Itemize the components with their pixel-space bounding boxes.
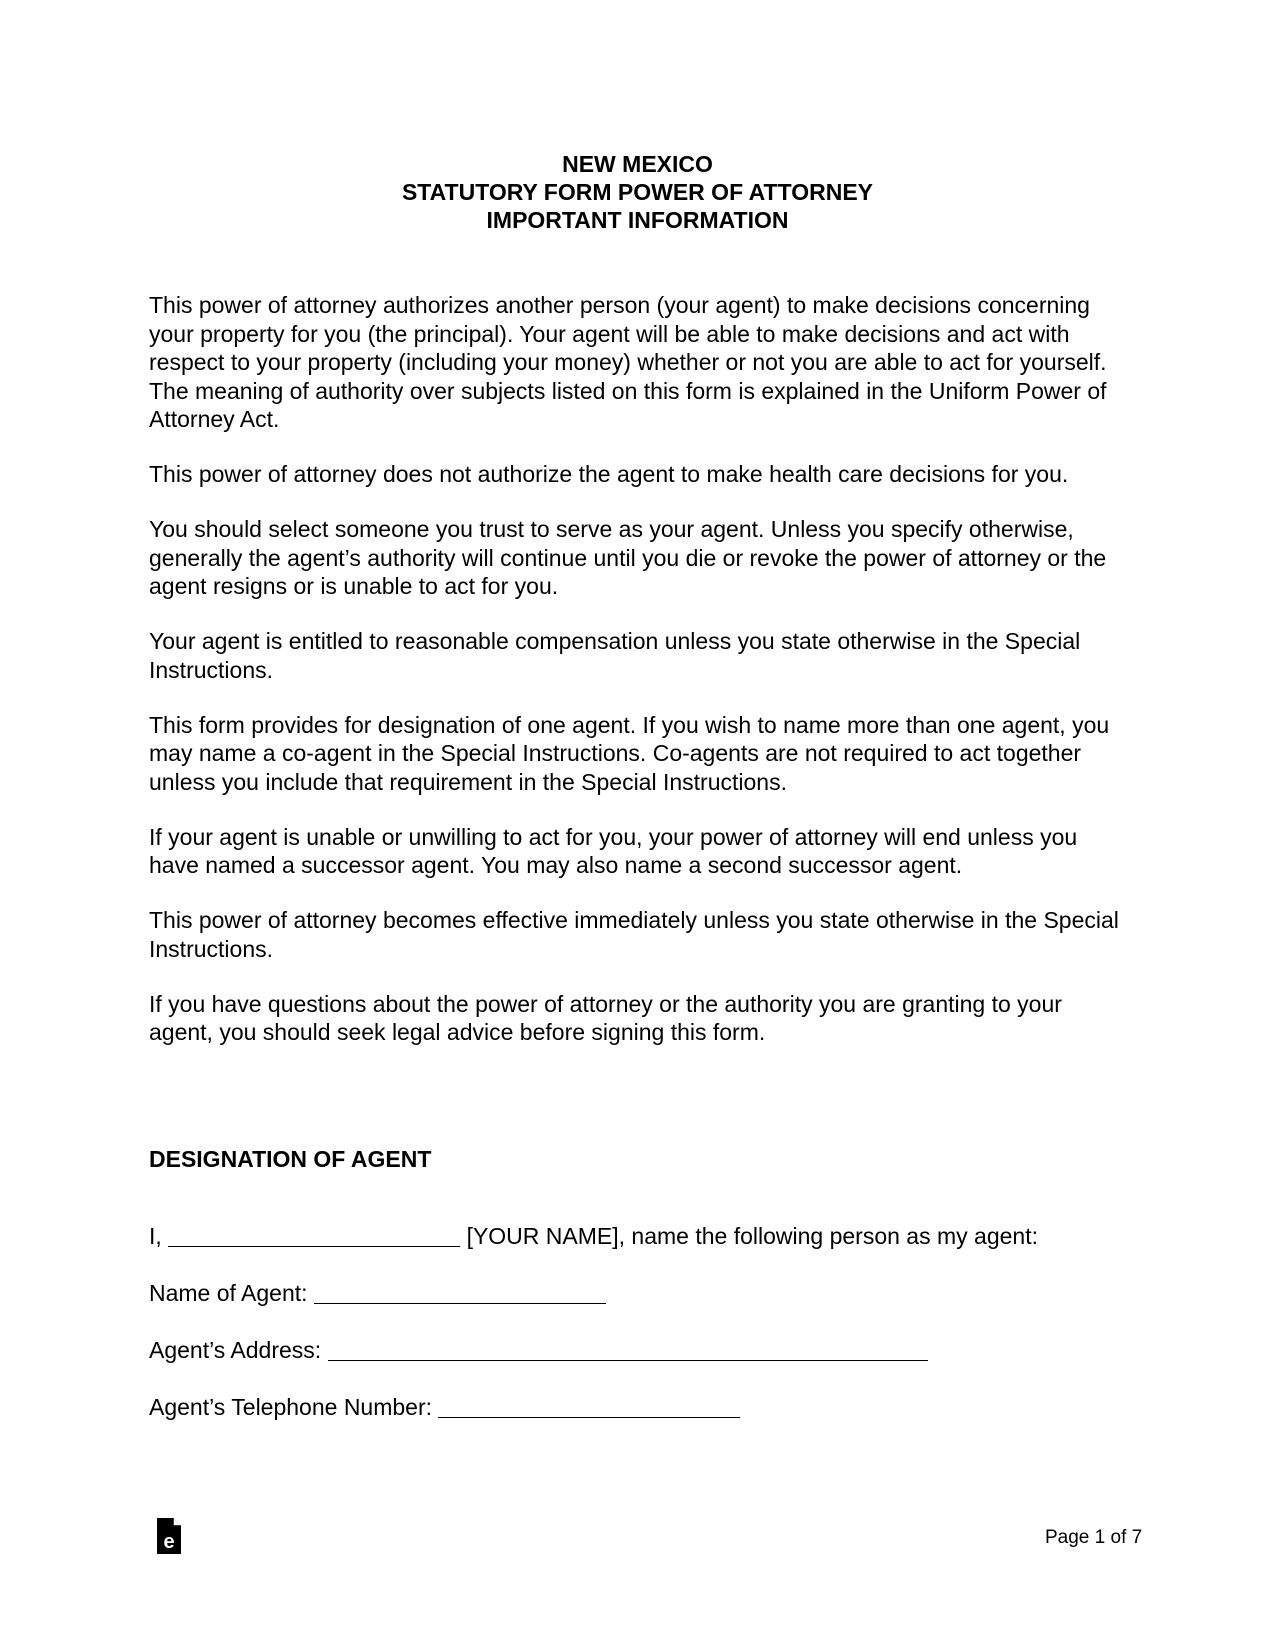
principal-prefix: I, xyxy=(149,1223,162,1249)
title-section: IMPORTANT INFORMATION xyxy=(486,207,789,233)
document-e-logo-icon xyxy=(155,1516,183,1561)
agent-phone-field[interactable] xyxy=(438,1395,740,1418)
agent-address-label: Agent’s Address: xyxy=(149,1337,322,1363)
info-paragraph: You should select someone you trust to serve as your agent. Unless you specify otherwise, generally the agent’s authority will continue until you die or revoke the power of attorney or the agent resigns or is unable to act for you. xyxy=(149,516,1107,599)
principal-name-field[interactable] xyxy=(168,1224,460,1247)
info-paragraph: If your agent is unable or unwilling to act for you, your power of attorney will end unless you have named a successor agent. You may also name a second successor agent. xyxy=(149,823,1078,878)
agent-phone-label: Agent’s Telephone Number: xyxy=(149,1394,433,1420)
principal-name-row xyxy=(149,1222,1038,1250)
info-paragraph: This power of attorney authorizes another person (your agent) to make decisions concerning your property for you (the principal). Your agent will be able to make decisions and act with respect to your property (including your money) whether or not you are able to act for yourself. The meaning of authority over subjects listed on this form is explained in the Uniform Power of Attorney Act. xyxy=(149,292,1107,432)
info-paragraph: If you have questions about the power of attorney or the authority you are granting to your agent, you should seek legal advice before signing this form. xyxy=(149,990,1062,1045)
agent-address-field[interactable] xyxy=(328,1338,928,1361)
info-paragraph: This power of attorney does not authorize the agent to make health care decisions for you. xyxy=(149,461,1069,487)
title-state: NEW MEXICO xyxy=(562,151,713,177)
info-paragraph: Your agent is entitled to reasonable compensation unless you state otherwise in the Special Instructions. xyxy=(149,628,1081,683)
title-form-name: STATUTORY FORM POWER OF ATTORNEY xyxy=(401,179,874,205)
document-title xyxy=(0,150,1275,234)
information-section xyxy=(149,291,1129,1073)
agent-name-row xyxy=(149,1279,606,1307)
info-paragraph: This form provides for designation of one agent. If you wish to name more than one agent, you may name a co-agent in the Special Instructions. Co-agents are not required to act together unless you include that requirement in the Special Instructions. xyxy=(149,711,1110,795)
info-paragraph: This power of attorney becomes effective immediately unless you state otherwise in the Special Instructions. xyxy=(149,907,1119,962)
agent-name-field[interactable] xyxy=(314,1281,606,1304)
agent-phone-row xyxy=(149,1393,740,1421)
designation-heading: DESIGNATION OF AGENT xyxy=(149,1146,432,1172)
principal-suffix: [YOUR NAME], name the following person as my agent: xyxy=(466,1223,1038,1249)
page-number: Page 1 of 7 xyxy=(1045,1527,1143,1548)
agent-name-label: Name of Agent: xyxy=(149,1280,308,1306)
svg-text:e: e xyxy=(163,1531,175,1553)
agent-address-row xyxy=(149,1336,928,1364)
